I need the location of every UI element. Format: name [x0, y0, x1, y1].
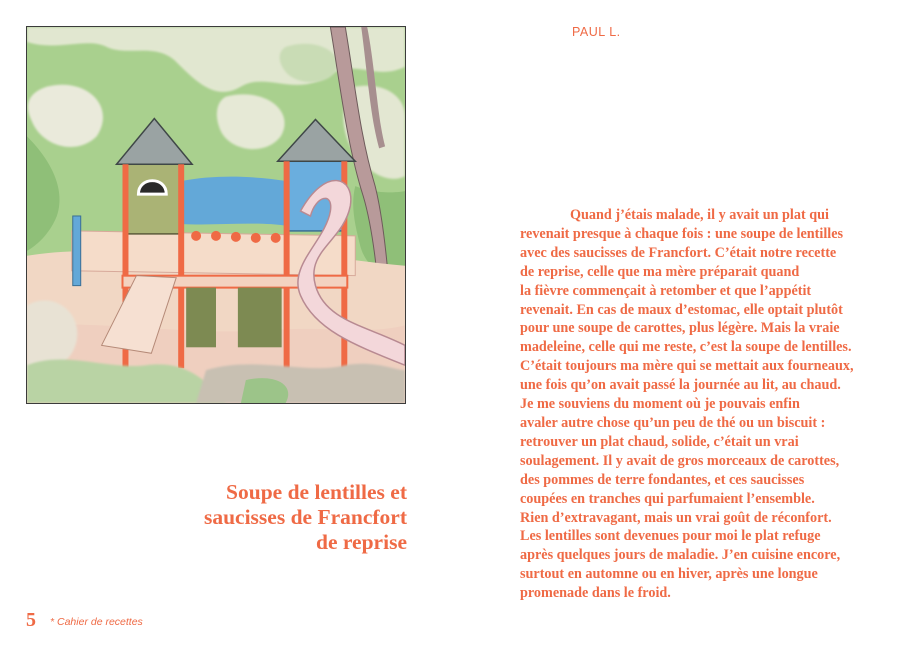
page-number: 5 [26, 609, 36, 631]
recipe-title-line: de reprise [316, 530, 407, 554]
story-line: C’était toujours ma mère qui se mettait aux fourneaux, [520, 358, 854, 375]
author-name: PAUL L. [572, 25, 621, 39]
story-line: revenait. En cas de maux d’estomac, elle optait plutôt [520, 301, 843, 318]
story-line: coupées en tranches qui parfumaient l’ensemble. [520, 490, 815, 507]
story-line: une fois qu’on avait passé la journée au lit, au chaud. [520, 377, 841, 394]
story-line: pour une soupe de carottes, plus légère. Mais la vraie [520, 320, 840, 337]
story-line: retrouver un plat chaud, solide, c’était un vrai [520, 433, 799, 450]
story-line: Je me souviens du moment où je pouvais enfin [520, 396, 800, 413]
story-line: la fièvre commençait à retomber et que l’appétit [520, 282, 812, 299]
collection-label: * Cahier de recettes [50, 616, 143, 628]
recipe-title-line: Soupe de lentilles et [226, 480, 407, 504]
story-line: avaler autre chose qu’un peu de thé ou un biscuit : [520, 414, 826, 431]
story-line: Rien d’extravagant, mais un vrai goût de réconfort. [520, 509, 832, 526]
story-line: après quelques jours de maladie. J’en cuisine encore, [520, 547, 841, 564]
story-text [520, 206, 902, 603]
story-line: Quand j’étais malade, il y avait un plat qui [570, 207, 829, 223]
story-line: des pommes de terre fondantes, et ces saucisses [520, 471, 805, 488]
recipe-title [120, 480, 407, 555]
story-line: soulagement. Il y avait de gros morceaux de carottes, [520, 452, 840, 469]
story-line: de reprise, celle que ma mère préparait quand [520, 263, 800, 280]
story-line: avec des saucisses de Francfort. C’était notre recette [520, 244, 837, 261]
story-line: Les lentilles sont devenues pour moi le plat refuge [520, 528, 821, 545]
playground-castle-illustration [27, 27, 405, 403]
story-line: surtout en automne ou en hiver, après une longue [520, 566, 818, 583]
illustration [26, 26, 406, 404]
story-line: madeleine, celle qui me reste, c’est la soupe de lentilles. [520, 339, 852, 356]
story-line: promenade dans le froid. [520, 585, 671, 602]
story-line: revenait presque à chaque fois : une soupe de lentilles [520, 225, 844, 242]
recipe-title-line: saucisses de Francfort [203, 505, 407, 529]
